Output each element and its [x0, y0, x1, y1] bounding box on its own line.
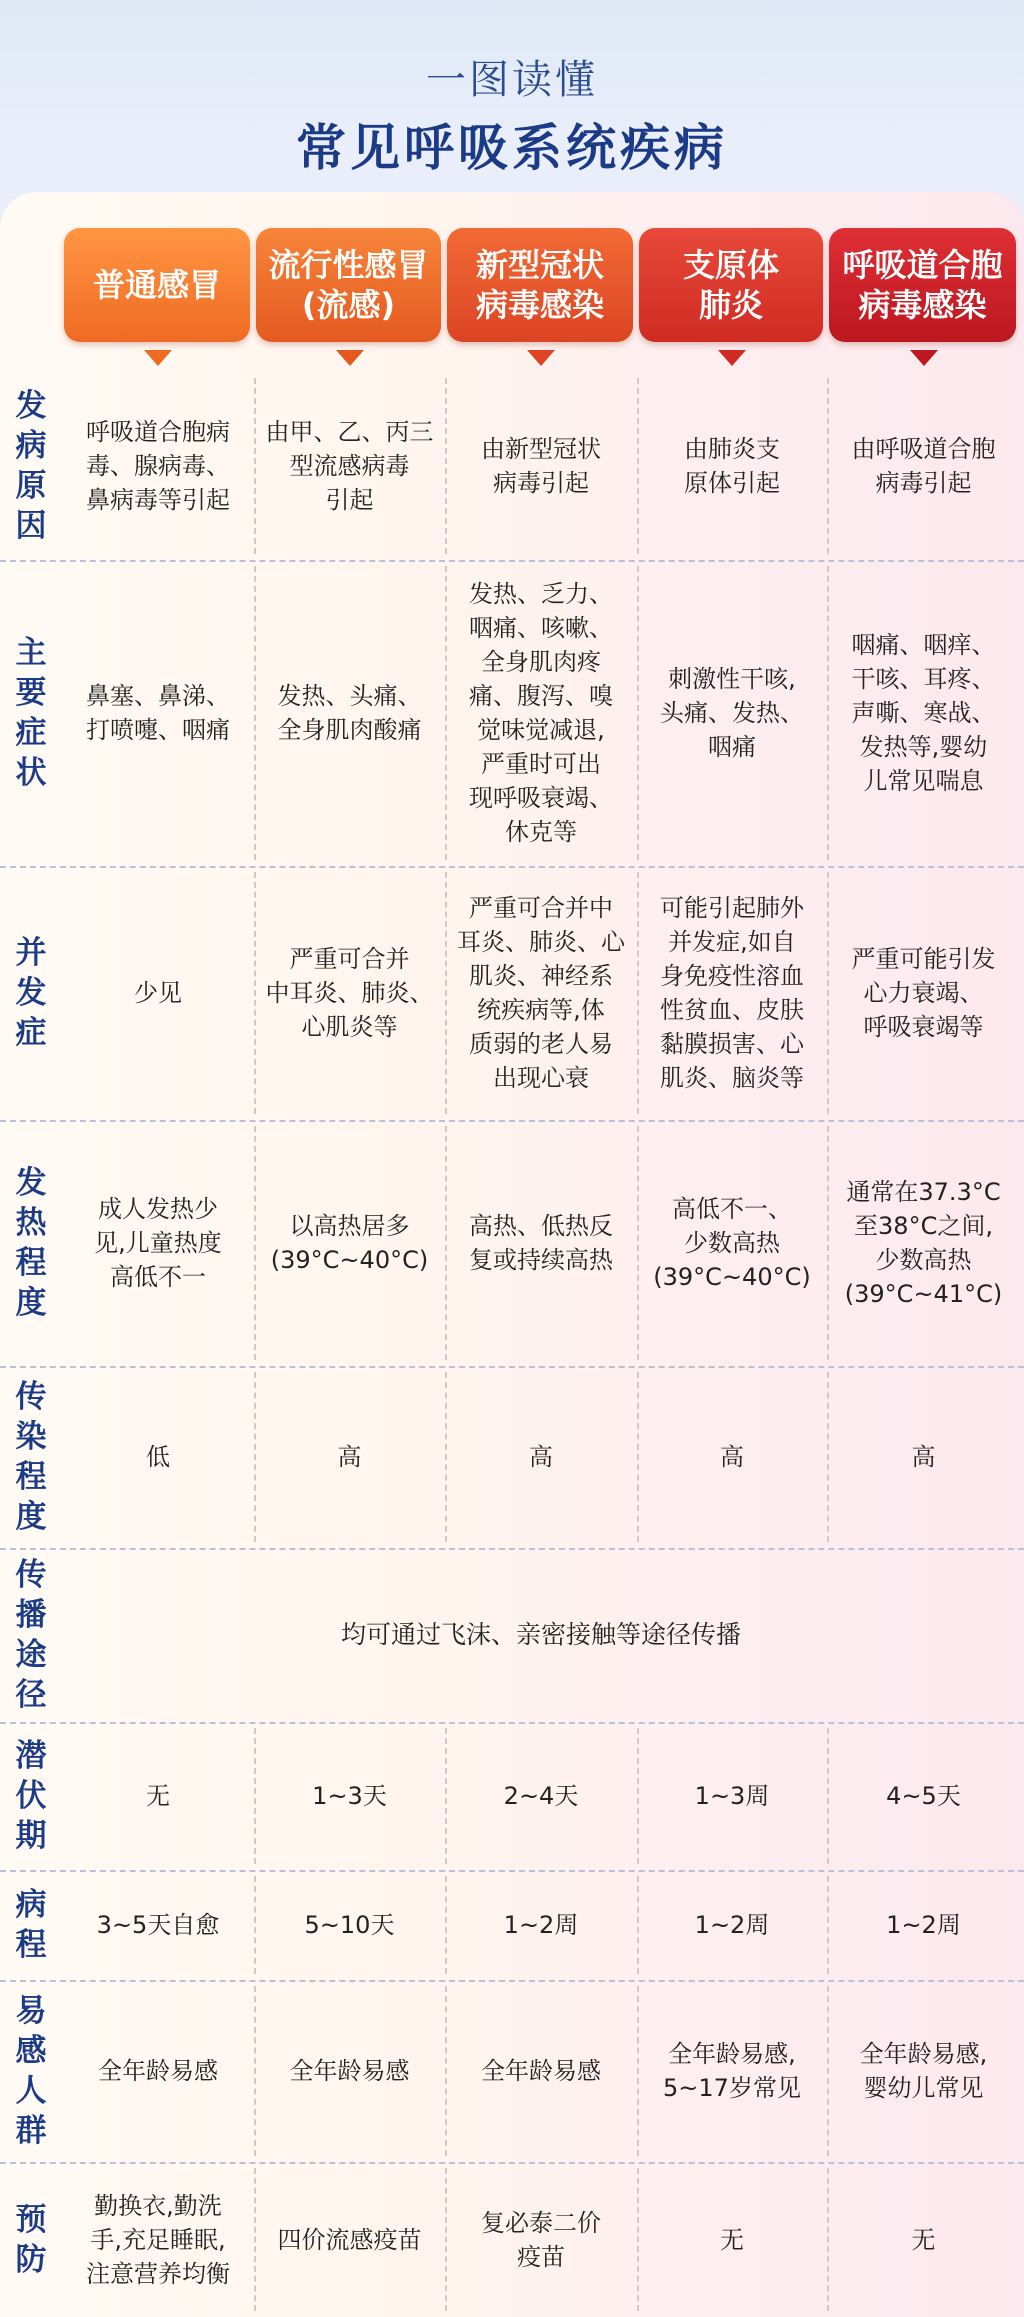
header-arrow-icon — [718, 350, 746, 366]
table-cell: 刺激性干咳, 头痛、发热、 咽痛 — [660, 665, 804, 761]
row-label: 易 感 人 群 — [15, 1993, 47, 2149]
table-cell: 严重可能引发 心力衰竭、 呼吸衰竭等 — [851, 945, 996, 1041]
row-label: 发 热 程 度 — [15, 1165, 47, 1321]
table-cell: 高 — [529, 1443, 553, 1471]
hero-header — [0, 0, 1024, 200]
column-header-4: 支原体 肺炎 — [639, 228, 823, 342]
header-arrow-icon — [527, 350, 555, 366]
table-cell: 1~3周 — [694, 1782, 770, 1810]
table-cell: 1~2周 — [503, 1911, 579, 1939]
table-cell: 高热、低热反 复或持续高热 — [469, 1212, 613, 1274]
header-arrow-icon — [910, 350, 938, 366]
table-cell: 1~2周 — [886, 1911, 961, 1939]
table-cell: 少见 — [134, 979, 182, 1007]
table-cell: 成人发热少 见,儿童热度 高低不一 — [94, 1195, 222, 1291]
header-arrow-icon — [144, 350, 172, 366]
row-label: 发 病 原 因 — [15, 388, 47, 544]
page-subtitle: 一图读懂 — [426, 57, 598, 103]
row-label: 预 防 — [15, 2201, 47, 2278]
table-cell: 3~5天自愈 — [96, 1911, 220, 1939]
table-cell: 发热、头痛、 全身肌肉酸痛 — [277, 682, 422, 744]
row-label: 主 要 症 状 — [15, 635, 47, 791]
table-cell: 1~3天 — [312, 1782, 387, 1810]
table-cell: 2~4天 — [503, 1782, 579, 1810]
table-cell: 咽痛、咽痒、 干咳、耳疼、 声嘶、寒战、 发热等,婴幼 儿常见喘息 — [851, 631, 996, 795]
table-cell: 1~2周 — [694, 1911, 770, 1939]
column-header-5: 呼吸道合胞 病毒感染 — [829, 228, 1016, 342]
table-cell: 由呼吸道合胞 病毒引起 — [851, 435, 996, 497]
table-cell: 高 — [337, 1443, 362, 1471]
row-label: 传 播 途 径 — [15, 1557, 47, 1713]
table-cell: 由甲、乙、丙三 型流感病毒 引起 — [265, 418, 434, 514]
header-arrow-icon — [336, 350, 364, 366]
table-cell: 严重可合并中 耳炎、肺炎、心 肌炎、神经系 统疾病等,体 质弱的老人易 出现心衰 — [457, 894, 625, 1092]
table-cell: 5~10天 — [304, 1911, 395, 1939]
table-cell: 四价流感疫苗 — [277, 2225, 422, 2254]
table-cell: 复必泰二价 疫苗 — [481, 2208, 601, 2271]
column-header-1: 普通感冒 — [64, 228, 250, 342]
table-cell: 全年龄易感, 5~17岁常见 — [663, 2040, 801, 2102]
table-cell: 由肺炎支 原体引起 — [684, 435, 780, 497]
row-label: 传 染 程 度 — [15, 1379, 47, 1535]
table-cell: 无 — [146, 1782, 170, 1810]
page-title: 常见呼吸系统疾病 — [296, 119, 728, 177]
table-cell: 低 — [146, 1443, 170, 1471]
table-cell: 严重可合并 中耳炎、肺炎、 心肌炎等 — [265, 945, 434, 1041]
table-cell: 4~5天 — [886, 1782, 961, 1810]
table-cell-span: 均可通过飞沫、亲密接触等途径传播 — [340, 1620, 741, 1649]
row-label: 并 发 症 — [15, 935, 47, 1051]
column-header-3: 新型冠状 病毒感染 — [447, 228, 633, 342]
table-cell: 呼吸道合胞病 毒、腺病毒、 鼻病毒等引起 — [86, 418, 230, 514]
table-cell: 可能引起肺外 并发症,如自 身免疫性溶血 性贫血、皮肤 黏膜损害、心 肌炎、脑炎等 — [660, 894, 804, 1092]
table-cell: 无 — [720, 2225, 744, 2254]
table-cell: 全年龄易感, 婴幼儿常见 — [859, 2040, 988, 2102]
table-cell: 由新型冠状 病毒引起 — [481, 435, 601, 497]
table-cell: 勤换衣,勤洗 手,充足睡眠, 注意营养均衡 — [86, 2191, 230, 2288]
table-cell: 无 — [911, 2225, 936, 2254]
table-cell: 鼻塞、鼻涕、 打喷嚏、咽痛 — [86, 682, 230, 744]
column-header-2: 流行性感冒 (流感) — [256, 228, 441, 342]
row-label: 潜 伏 期 — [15, 1738, 47, 1854]
table-cell: 全年龄易感 — [481, 2057, 601, 2085]
table-cell: 高 — [720, 1443, 744, 1471]
table-cell: 高低不一、 少数高热 (39°C~40°C) — [653, 1195, 811, 1291]
table-cell: 以高热居多 (39°C~40°C) — [270, 1212, 429, 1274]
table-cell: 高 — [911, 1443, 936, 1471]
table-cell: 全年龄易感 — [289, 2057, 410, 2085]
table-cell: 发热、乏力、 咽痛、咳嗽、 全身肌肉疼 痛、腹泻、嗅 觉味觉减退, 严重时可出 现呼吸衰竭、 休克等 — [469, 580, 613, 846]
table-cell: 全年龄易感 — [98, 2057, 218, 2085]
table-cell: 通常在37.3°C 至38°C之间, 少数高热 (39°C~41°C) — [844, 1178, 1003, 1308]
row-label: 病 程 — [15, 1887, 47, 1963]
